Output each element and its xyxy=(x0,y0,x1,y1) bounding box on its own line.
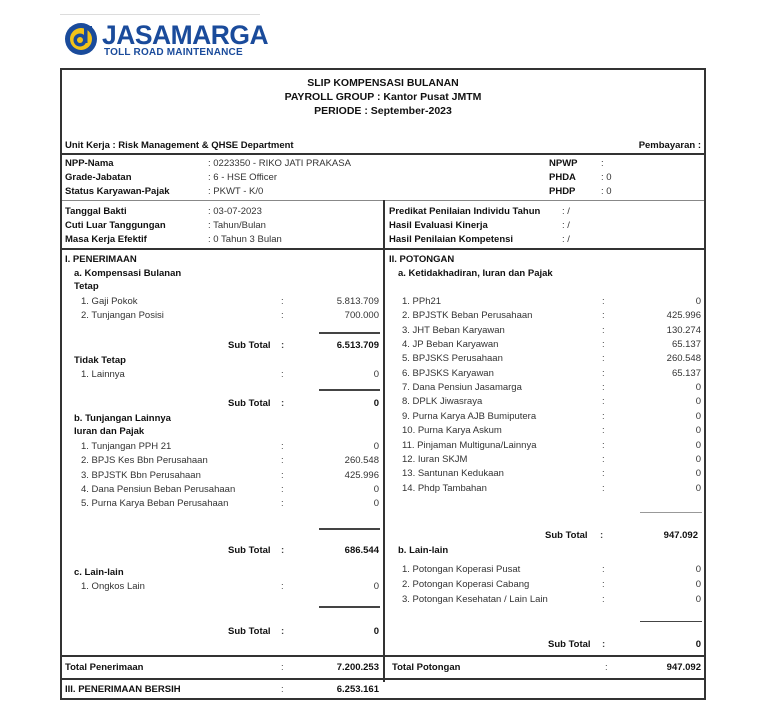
tanggal-bakti-label: Tanggal Bakti xyxy=(65,206,127,217)
total-penerimaan-value: 7.200.253 xyxy=(336,662,379,673)
subtotal-label: Sub Total xyxy=(228,545,271,556)
potongan-item-value: 0 xyxy=(695,396,701,407)
kesehatan-lain-value: 0 xyxy=(695,594,701,605)
koperasi-pusat-label: 1. Potongan Koperasi Pusat xyxy=(402,564,521,575)
cuti-luar-value: : Tahun/Bulan xyxy=(208,220,266,231)
tetap-subtotal-value: 6.513.709 xyxy=(336,340,379,351)
cuti-luar-label: Cuti Luar Tanggungan xyxy=(65,220,166,231)
colon: : xyxy=(602,564,605,575)
colon: : xyxy=(602,368,605,379)
penilaian-kompetensi-value: : / xyxy=(562,234,570,245)
colon: : xyxy=(281,684,284,695)
logo-brand-text: JASAMARGA xyxy=(102,20,269,50)
tunjangan-posisi-value: 700.000 xyxy=(344,310,379,321)
predikat-label: Predikat Penilaian Individu Tahun xyxy=(389,206,541,217)
potongan-item-value: 0 xyxy=(695,382,701,393)
pembayaran-label: Pembayaran : xyxy=(638,140,701,151)
potongan-item-value: 65.137 xyxy=(671,339,701,350)
lainnya-label: 1. Lainnya xyxy=(81,369,125,380)
kesehatan-lain-label: 3. Potongan Kesehatan / Lain Lain xyxy=(402,594,548,605)
colon: : xyxy=(281,441,284,452)
sum-underline xyxy=(319,389,380,391)
colon: : xyxy=(602,468,605,479)
potongan-lain-lain-title: b. Lain-lain xyxy=(398,545,449,556)
purna-karya-label: 5. Purna Karya Beban Perusahaan xyxy=(81,498,229,509)
potongan-item-value: 0 xyxy=(695,454,701,465)
potongan-item-value: 425.996 xyxy=(666,310,701,321)
total-penerimaan-label: Total Penerimaan xyxy=(65,662,144,673)
potongan-item-value: 0 xyxy=(695,468,701,479)
dana-pensiun-label: 4. Dana Pensiun Beban Perusahaan xyxy=(81,484,236,495)
penerimaan-bersih-label: III. PENERIMAAN BERSIH xyxy=(65,684,181,695)
colon: : xyxy=(281,498,284,509)
koperasi-cabang-label: 2. Potongan Koperasi Cabang xyxy=(402,579,530,590)
colon: : xyxy=(281,310,284,321)
colon: : xyxy=(602,396,605,407)
colon: : xyxy=(281,369,284,380)
iuran-pajak-label: Iuran dan Pajak xyxy=(74,426,145,437)
potongan-item-label: 2. BPJSTK Beban Perusahaan xyxy=(402,310,533,321)
colon: : xyxy=(281,455,284,466)
potongan-item-label: 6. BPJSKS Karyawan xyxy=(402,368,494,379)
ketidakhadiran-title: a. Ketidakhadiran, Iuran dan Pajak xyxy=(398,268,553,279)
masa-kerja-value: : 0 Tahun 3 Bulan xyxy=(208,234,282,245)
lainnya-value: 0 xyxy=(373,369,379,380)
masa-kerja-label: Masa Kerja Efektif xyxy=(65,234,147,245)
tunjangan-lainnya-title: b. Tunjangan Lainnya xyxy=(74,413,171,424)
potongan-item-label: 7. Dana Pensiun Jasamarga xyxy=(402,382,522,393)
phdp-label: PHDP xyxy=(549,186,576,197)
phda-value: : 0 xyxy=(601,172,612,183)
lain-lain-title: c. Lain-lain xyxy=(74,567,124,578)
total-potongan-value: 947.092 xyxy=(666,662,701,673)
company-logo xyxy=(64,20,269,60)
payroll-group: PAYROLL GROUP : Kantor Pusat JMTM xyxy=(284,91,482,103)
evaluasi-kinerja-label: Hasil Evaluasi Kinerja xyxy=(389,220,488,231)
subtotal-label: Sub Total xyxy=(228,340,271,351)
colon: : xyxy=(281,470,284,481)
npwp-label: NPWP xyxy=(549,158,578,169)
lain-lain-subtotal-value: 0 xyxy=(373,626,379,637)
slip-header xyxy=(62,70,704,118)
unit-kerja: Unit Kerja : Risk Management & QHSE Department xyxy=(65,140,294,151)
potongan-item-label: 5. BPJSKS Perusahaan xyxy=(402,353,503,364)
divider xyxy=(62,678,704,680)
potongan-item-label: 8. DPLK Jiwasraya xyxy=(402,396,483,407)
tidak-tetap-subtotal-value: 0 xyxy=(373,398,379,409)
potongan-item-label: 1. PPh21 xyxy=(402,296,442,307)
bpjstk-label: 3. BPJSTK Bbn Perusahaan xyxy=(81,470,201,481)
ongkos-lain-label: 1. Ongkos Lain xyxy=(81,581,145,592)
sum-underline xyxy=(640,621,702,622)
penerimaan-title: I. PENERIMAAN xyxy=(65,254,137,265)
potongan-item-value: 0 xyxy=(695,440,701,451)
koperasi-cabang-value: 0 xyxy=(695,579,701,590)
koperasi-pusat-value: 0 xyxy=(695,564,701,575)
colon: : xyxy=(602,325,605,336)
tunjangan-pph21-label: 1. Tunjangan PPH 21 xyxy=(81,441,172,452)
evaluasi-kinerja-value: : / xyxy=(562,220,570,231)
potongan-title: II. POTONGAN xyxy=(389,254,455,265)
sum-underline xyxy=(640,512,702,513)
colon: : xyxy=(602,483,605,494)
subtotal-label: Sub Total xyxy=(548,639,591,650)
potongan-item-label: 4. JP Beban Karyawan xyxy=(402,339,499,350)
npwp-value: : xyxy=(601,158,604,169)
logo-top-rule xyxy=(60,14,260,15)
subtotal-label: Sub Total xyxy=(228,398,271,409)
ongkos-lain-value: 0 xyxy=(373,581,379,592)
sum-underline xyxy=(319,606,380,608)
potongan-item-label: 14. Phdp Tambahan xyxy=(402,483,487,494)
colon: : xyxy=(281,581,284,592)
potongan-b-subtotal-value: 0 xyxy=(695,639,701,650)
grade-jabatan-value: : 6 - HSE Officer xyxy=(208,172,277,183)
potongan-item-label: 13. Santunan Kedukaan xyxy=(402,468,504,479)
tunjangan-posisi-label: 2. Tunjangan Posisi xyxy=(81,310,164,321)
penerimaan-bersih-value: 6.253.161 xyxy=(336,684,379,695)
tetap-label: Tetap xyxy=(74,281,99,292)
colon: : xyxy=(602,579,605,590)
divider xyxy=(62,153,704,155)
bpjstk-value: 425.996 xyxy=(344,470,379,481)
colon: : xyxy=(281,626,285,637)
tunjangan-pph21-value: 0 xyxy=(373,441,379,452)
potongan-a-subtotal-value: 947.092 xyxy=(663,530,698,541)
purna-karya-value: 0 xyxy=(373,498,379,509)
status-karyawan-label: Status Karyawan-Pajak xyxy=(65,186,170,197)
potongan-item-label: 3. JHT Beban Karyawan xyxy=(402,325,505,336)
potongan-item-label: 9. Purna Karya AJB Bumiputera xyxy=(402,411,537,422)
logo-tagline: TOLL ROAD MAINTENANCE xyxy=(104,47,243,58)
phda-label: PHDA xyxy=(549,172,576,183)
colon: : xyxy=(602,411,605,422)
colon: : xyxy=(602,296,605,307)
gaji-pokok-label: 1. Gaji Pokok xyxy=(81,296,138,307)
colon: : xyxy=(281,662,284,673)
npp-nama-label: NPP-Nama xyxy=(65,158,114,169)
colon: : xyxy=(602,382,605,393)
colon: : xyxy=(602,440,605,451)
colon: : xyxy=(602,310,605,321)
potongan-item-value: 0 xyxy=(695,411,701,422)
colon: : xyxy=(281,296,284,307)
slip-title: SLIP KOMPENSASI BULANAN xyxy=(307,77,459,89)
grade-jabatan-label: Grade-Jabatan xyxy=(65,172,132,183)
divider xyxy=(62,655,704,657)
column-divider xyxy=(383,248,385,682)
potongan-item-value: 0 xyxy=(695,425,701,436)
predikat-value: : / xyxy=(562,206,570,217)
status-karyawan-value: : PKWT - K/0 xyxy=(208,186,264,197)
penilaian-kompetensi-label: Hasil Penilaian Kompetensi xyxy=(389,234,514,245)
tunjangan-subtotal-value: 686.544 xyxy=(344,545,379,556)
jasamarga-logo-icon xyxy=(64,22,98,56)
potongan-item-label: 11. Pinjaman Multiguna/Lainnya xyxy=(402,440,537,451)
column-divider xyxy=(383,200,385,248)
dana-pensiun-value: 0 xyxy=(373,484,379,495)
sum-underline xyxy=(319,332,380,334)
colon: : xyxy=(281,545,285,556)
colon: : xyxy=(605,662,608,673)
potongan-item-label: 12. Iuran SKJM xyxy=(402,454,468,465)
potongan-item-value: 65.137 xyxy=(671,368,701,379)
phdp-value: : 0 xyxy=(601,186,612,197)
potongan-item-value: 0 xyxy=(695,483,701,494)
payslip-document xyxy=(60,68,706,700)
colon: : xyxy=(600,530,604,541)
colon: : xyxy=(281,340,285,351)
potongan-item-value: 0 xyxy=(695,296,701,307)
colon: : xyxy=(602,454,605,465)
colon: : xyxy=(281,484,284,495)
colon: : xyxy=(602,594,605,605)
colon: : xyxy=(602,339,605,350)
potongan-item-value: 260.548 xyxy=(666,353,701,364)
colon: : xyxy=(281,398,285,409)
potongan-item-label: 10. Purna Karya Askum xyxy=(402,425,502,436)
bpjs-kes-value: 260.548 xyxy=(344,455,379,466)
sum-underline xyxy=(319,528,380,530)
npp-nama-value: : 0223350 - RIKO JATI PRAKASA xyxy=(208,158,351,169)
total-potongan-label: Total Potongan xyxy=(392,662,461,673)
tidak-tetap-label: Tidak Tetap xyxy=(74,355,126,366)
tanggal-bakti-value: : 03-07-2023 xyxy=(208,206,262,217)
periode: PERIODE : September-2023 xyxy=(314,105,452,117)
colon: : xyxy=(602,353,605,364)
potongan-item-value: 130.274 xyxy=(666,325,701,336)
colon: : xyxy=(602,425,605,436)
subtotal-label: Sub Total xyxy=(545,530,588,541)
kompensasi-bulanan-title: a. Kompensasi Bulanan xyxy=(74,268,182,279)
colon: : xyxy=(602,639,606,650)
bpjs-kes-label: 2. BPJS Kes Bbn Perusahaan xyxy=(81,455,208,466)
subtotal-label: Sub Total xyxy=(228,626,271,637)
gaji-pokok-value: 5.813.709 xyxy=(336,296,379,307)
